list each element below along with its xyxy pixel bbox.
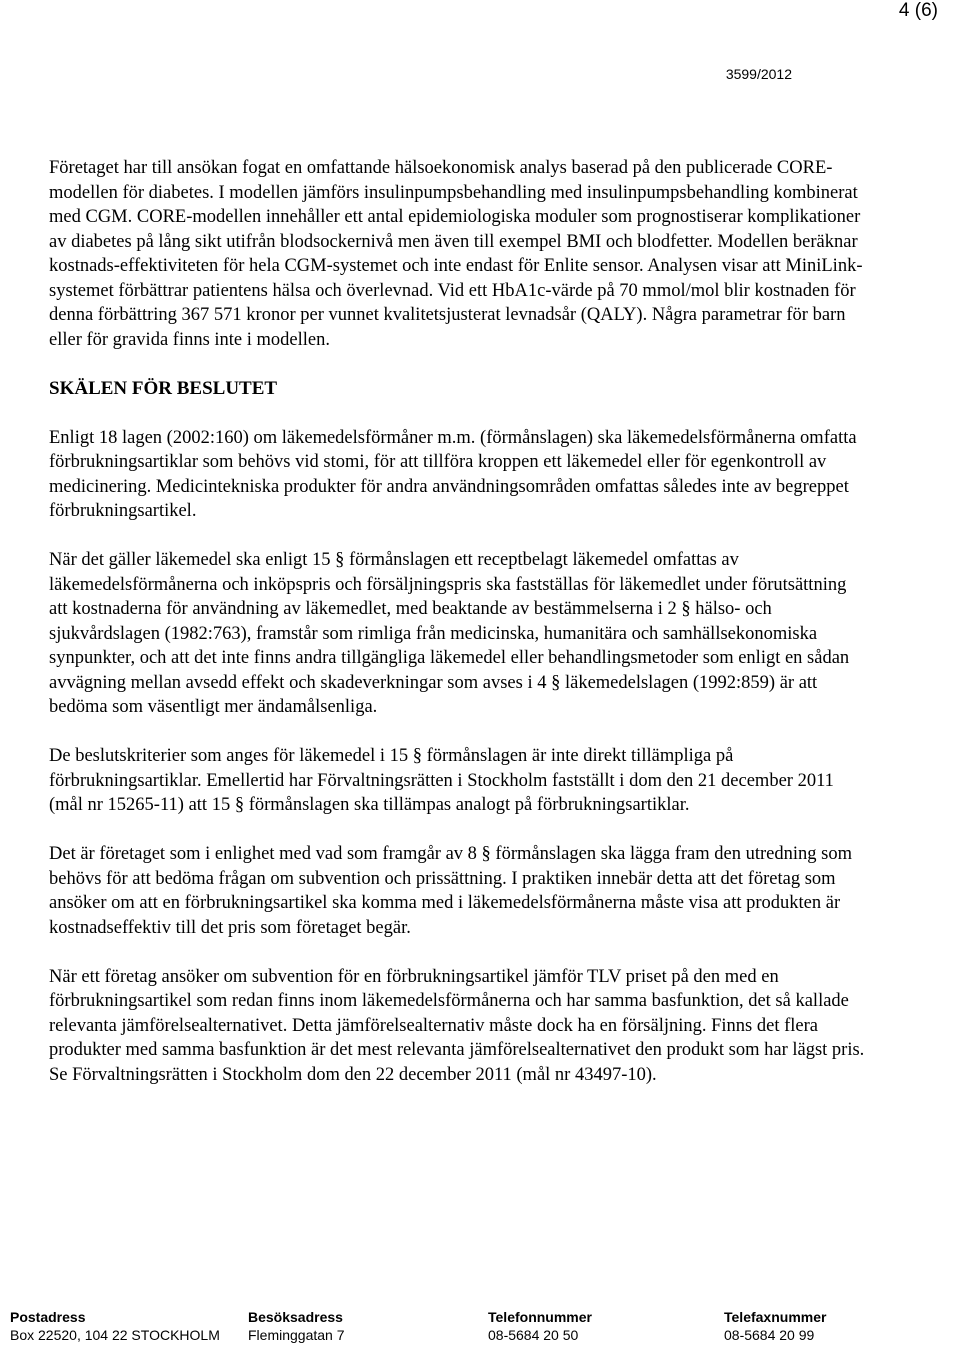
footer-postadress: [10, 1308, 220, 1344]
footer-label: Besöksadress: [248, 1309, 343, 1325]
footer-telefon: [488, 1308, 592, 1344]
footer-value: 08-5684 20 99: [724, 1327, 815, 1343]
footer-label: Postadress: [10, 1309, 86, 1325]
intro-paragraph: Företaget har till ansökan fogat en omfattande hälsoekonomisk analys baserad på den publicerade CORE-modellen för diabetes. I modellen jämförs insulinpumpsbehandling med insulinpumpsbehandling kombinerat med CGM. CORE-modellen innehåller ett antal epidemiologiska moduler som prognostiserar komplikationer av diabetes på lång sikt utifrån blodsockernivå men även till exempel BMI och blodfetter. Modellen beräknar kostnads-effektiviteten för hela CGM-systemet och inte endast för Enlite sensor. Analysen visar att MiniLink-systemet förbättrar patientens hälsa och överlevnad. Vid ett HbA1c-värde på 70 mmol/mol blir kostnaden för denna förbättring 367 571 kronor per vunnet kvalitetsjusterat levnadsår (QALY). Några parametrar för barn eller för gravida finns inte i modellen.: [49, 158, 863, 350]
footer-value: Fleminggatan 7: [248, 1327, 345, 1343]
section-heading: SKÄLEN FÖR BESLUTET: [49, 377, 278, 399]
footer-label: Telefonnummer: [488, 1309, 592, 1325]
footer-label: Telefaxnummer: [724, 1309, 827, 1325]
section-paragraph: När ett företag ansöker om subvention för en förbrukningsartikel jämför TLV priset på den med en förbrukningsartikel som redan finns inom läkemedelsförmånerna och har samma basfunktion, det så kallade relevanta jämförelsealternativet. Detta jämförelsealternativ måste dock ha en försäljning. Finns det flera produkter med samma basfunktion är det mest relevanta jämförelsealternativet den produkt som har lägst pris. Se Förvaltningsrätten i Stockholm dom den 22 december 2011 (mål nr 43497-10).: [49, 966, 865, 1085]
document-number: 3599/2012: [725, 66, 792, 82]
section-paragraph: De beslutskriterier som anges för läkemedel i 15 § förmånslagen är inte direkt tillämpliga på förbrukningsartiklar. Emellertid har Förvaltningsrätten i Stockholm fastställt i dom den 21 december 2011 (mål nr 15265-11) att 15 § förmånslagen ska tillämpas analogt på förbrukningsartiklar.: [49, 746, 834, 815]
section-paragraph: Enligt 18 lagen (2002:160) om läkemedelsförmåner m.m. (förmånslagen) ska läkemedelsförmånerna omfatta förbrukningsartiklar som behövs vid stomi, för att tillföra kroppen ett läkemedel eller för egenkontroll av medicinering. Medicintekniska produkter för andra användningsområden omfattas således inte av begreppet förbrukningsartikel.: [49, 427, 857, 521]
document-body: [49, 156, 869, 1112]
footer-value: 08-5684 20 50: [488, 1327, 579, 1343]
section-paragraph: Det är företaget som i enlighet med vad som framgår av 8 § förmånslagen ska lägga fram den utredning som behövs för att bedöma frågan om subvention och prissättning. I praktiken innebär detta att det företag som ansöker om att en förbrukningsartikel ska komma med i läkemedelsförmånerna måste visa att produkten är kostnadseffektiv till det pris som företaget begär.: [49, 844, 852, 938]
page-number: 4 (6): [898, 0, 938, 21]
footer-besoksadress: [248, 1308, 345, 1344]
section-paragraph: När det gäller läkemedel ska enligt 15 § förmånslagen ett receptbelagt läkemedel omfattas av läkemedelsförmånerna och inköpspris och försäljningspris ska fastställas för läkemedlet under förutsättning att kostnaderna för användning av läkemedlet, med beaktande av bestämmelserna i 2 § hälso- och sjukvårdslagen (1982:763), framstår som rimliga från medicinska, humanitära och samhällsekonomiska synpunkter, och att det inte finns andra tillgängliga läkemedel eller behandlingsmetoder som enligt en sådan avvägning mellan avsedd effekt och skadeverkningar som avses i 4 § läkemedelslagen (1992:859) är att bedöma som väsentligt mer ändamålsenliga.: [49, 550, 850, 717]
footer-value: Box 22520, 104 22 STOCKHOLM: [10, 1327, 220, 1343]
footer-telefax: [724, 1308, 826, 1344]
